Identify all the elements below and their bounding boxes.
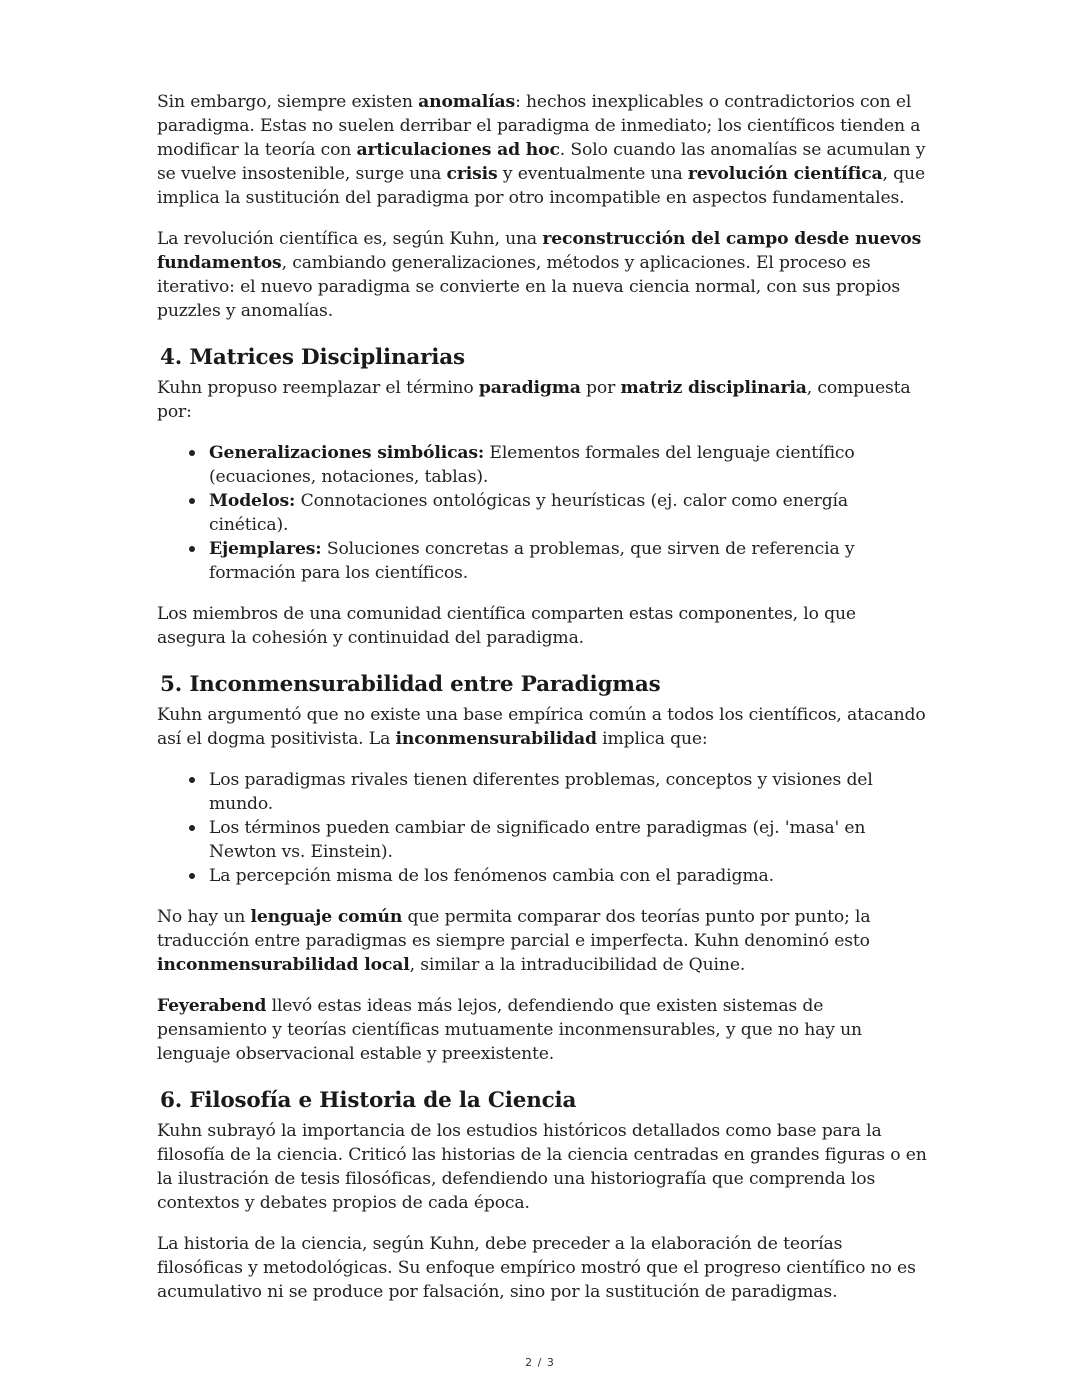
bold-term: inconmensurabilidad [395,729,597,749]
text-run: Los términos pueden cambiar de significado entre paradigmas (ej. 'masa' en Newton vs. Einstein). [209,818,866,862]
paragraph [157,994,927,1066]
text-run: La historia de la ciencia, según Kuhn, debe preceder a la elaboración de teorías filosóficas y metodológicas. Su enfoque empírico mostró que el progreso científico no es acumulativo ni se produce por falsación, sino por la sustitución de paradigmas. [157,1234,916,1302]
section-heading: 6. Filosofía e Historia de la Ciencia [160,1088,577,1113]
paragraph [157,703,927,751]
text-run: . Solo cuando las anomalías se acumulan y se vuelve insostenible, surge una [157,140,926,184]
bullet-list [157,441,927,585]
text-run: La revolución científica es, según Kuhn, una [157,229,543,249]
paragraph-anomalies [157,90,927,210]
paragraph [157,602,927,650]
bold-term: lenguaje común [250,907,403,927]
page-number: 2 / 3 [525,1356,555,1369]
bold-term: anomalías [418,92,516,112]
bold-term: Feyerabend [157,996,267,1016]
text-run: por [580,378,621,398]
section-heading: 4. Matrices Disciplinarias [160,345,465,370]
bold-term: inconmensurabilidad local [157,955,410,975]
text-run: implica que: [596,729,708,749]
text-run: No hay un [157,907,251,927]
text-run: Connotaciones ontológicas y heurísticas (ej. calor como energía cinética). [209,491,849,535]
text-run: , cambiando generalizaciones, métodos y aplicaciones. El proceso es iterativo: el nuevo paradigma se convierte en la nueva ciencia normal, con sus propios puzzles y anomalías. [157,253,901,321]
text-run: , que implica la sustitución del paradigma por otro incompatible en aspectos fundamentales. [157,164,925,208]
section-heading: 5. Inconmensurabilidad entre Paradigmas [160,672,661,697]
text-run: Los miembros de una comunidad científica comparten estas componentes, lo que asegura la cohesión y continuidad del paradigma. [157,604,856,648]
list-item [209,537,927,585]
text-run: , compuesta por: [157,378,911,422]
list-item [209,864,927,888]
bold-term: Ejemplares: [209,539,322,559]
bold-term: paradigma [478,378,581,398]
section-disciplinary-matrices [157,344,927,650]
bold-term: reconstrucción del campo desde nuevos fundamentos [157,229,922,273]
document-page [157,90,927,1321]
bold-term: crisis [446,164,498,184]
list-item [209,768,927,816]
list-item [209,441,927,489]
text-run: Kuhn subrayó la importancia de los estudios históricos detallados como base para la filosofía de la ciencia. Criticó las historias de la ciencia centradas en grandes figuras o en la ilustración de tesis filosóficas, defendiendo una historiografía que comprenda los contextos y debates propios de cada época. [157,1121,927,1213]
paragraph [157,905,927,977]
text-run: , similar a la intraducibilidad de Quine. [409,955,746,975]
bold-term: articulaciones ad hoc [356,140,560,160]
text-run: : hechos inexplicables o contradictorios con el paradigma. Estas no suelen derribar el paradigma de inmediato; los científicos tienden a modificar la teoría con [157,92,921,160]
bold-term: Modelos: [209,491,296,511]
text-run: que permita comparar dos teorías punto por punto; la traducción entre paradigmas es siempre parcial e imperfecta. Kuhn denominó esto [157,907,871,951]
bold-term: matriz disciplinaria [620,378,807,398]
text-run: y eventualmente una [497,164,688,184]
text-run: La percepción misma de los fenómenos cambia con el paradigma. [209,866,774,886]
text-run: Los paradigmas rivales tienen diferentes problemas, conceptos y visiones del mundo. [209,770,873,814]
list-item [209,489,927,537]
paragraph [157,1119,927,1215]
paragraph [157,376,927,424]
text-run: Kuhn propuso reemplazar el término [157,378,479,398]
bold-term: Generalizaciones simbólicas: [209,443,485,463]
text-run: Elementos formales del lenguaje científico (ecuaciones, notaciones, tablas). [209,443,855,487]
text-run: Sin embargo, siempre existen [157,92,419,112]
bold-term: revolución científica [687,164,883,184]
text-run: llevó estas ideas más lejos, defendiendo que existen sistemas de pensamiento y teorías científicas mutuamente inconmensurables, y que no hay un lenguaje observacional estable y preexistente. [157,996,862,1064]
paragraph [157,1232,927,1304]
section-incommensurability [157,671,927,1066]
bullet-list [157,768,927,888]
list-item [209,816,927,864]
paragraph-scientific-revolution [157,227,927,323]
section-philosophy-history [157,1087,927,1304]
text-run: Soluciones concretas a problemas, que sirven de referencia y formación para los científicos. [209,539,855,583]
text-run: Kuhn argumentó que no existe una base empírica común a todos los científicos, atacando así el dogma positivista. La [157,705,926,749]
